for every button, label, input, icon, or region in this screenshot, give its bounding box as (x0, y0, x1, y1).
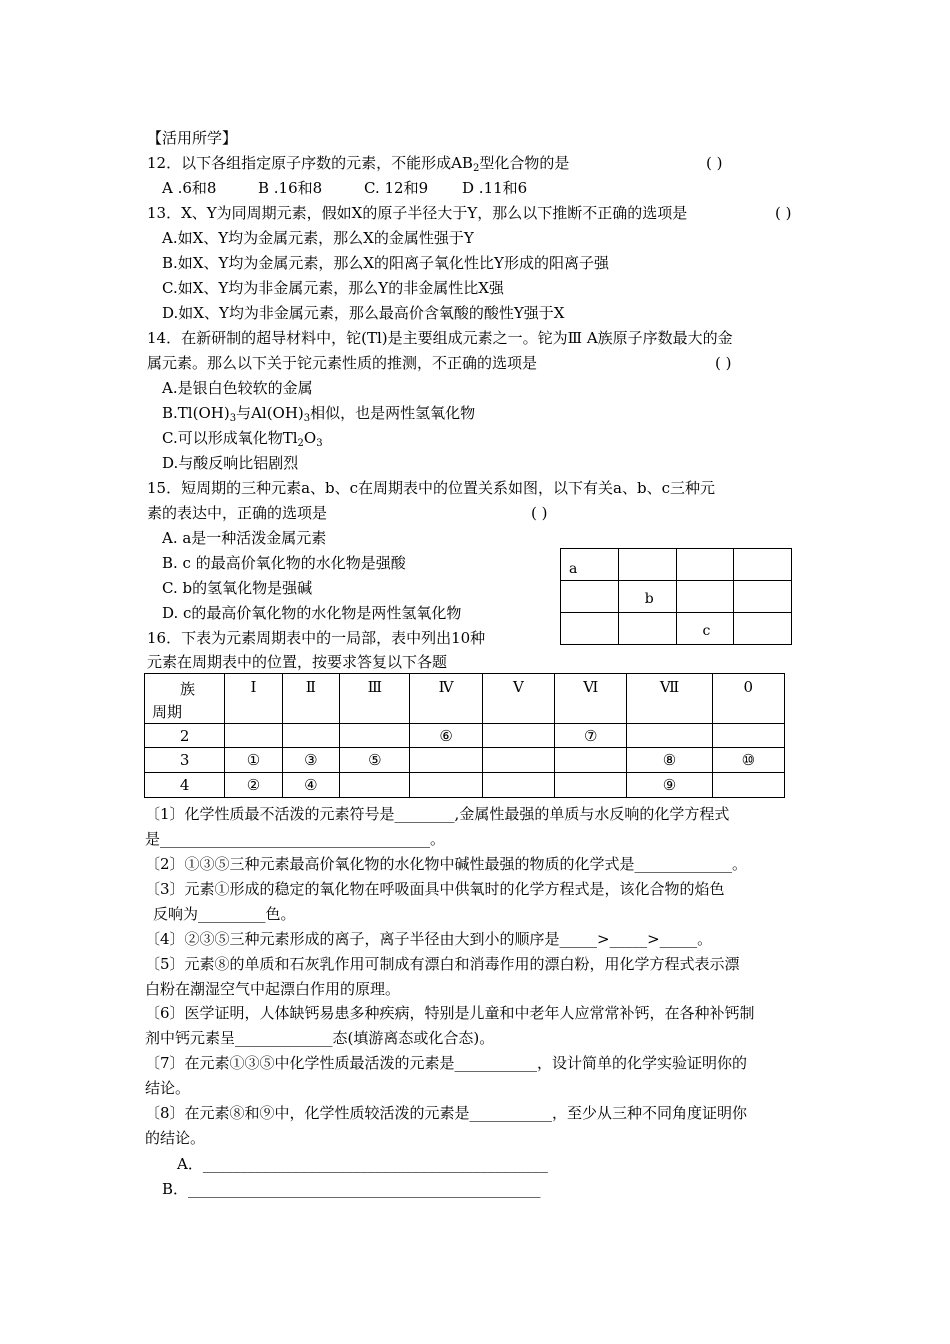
q15-option-a: A. a是一种活泼金属元素 (162, 529, 327, 547)
element-cell: ⑧ (627, 748, 712, 773)
q12-stem-sub: 2 (472, 163, 480, 174)
element-cell (410, 748, 482, 773)
group-header: 0 (712, 674, 784, 724)
element-cell (712, 724, 784, 748)
q13-option-a: A.如X、Y均为金属元素，那么X的金属性强于Y (162, 229, 474, 247)
table-corner-cell (145, 674, 225, 724)
group-header: Ⅵ (555, 674, 627, 724)
q14-option-b-part2: 与Al(OH) (236, 404, 304, 422)
q15-position-grid (560, 548, 792, 645)
q12-stem (147, 153, 569, 173)
grid-cell (734, 581, 792, 613)
element-cell: ⑩ (712, 748, 784, 773)
q16-answer-line-a: A．______________________________________________ (177, 1155, 548, 1173)
element-cell (482, 748, 554, 773)
q14-stem-line2: 属元素。那么以下关于铊元素性质的推测，不正确的选项是 (147, 354, 538, 372)
grid-cell (618, 581, 676, 613)
element-cell: ⑥ (410, 724, 482, 748)
q15-stem-line1: 15．短周期的三种元素a、b、c在周期表中的位置关系如图，以下有关a、b、c三种元 (147, 479, 715, 497)
group-header: Ⅰ (225, 674, 282, 724)
element-cell (410, 773, 482, 798)
group-header: Ⅴ (482, 674, 554, 724)
q13-answer-bracket: ( ) (775, 204, 792, 222)
element-cell (482, 773, 554, 798)
element-cell: ① (225, 748, 282, 773)
q12-option-c: C. 12和9 (364, 179, 429, 197)
group-header: Ⅲ (340, 674, 410, 724)
grid-label-c: c (702, 623, 711, 639)
q14-stem-line1: 14．在新研制的超导材料中，铊(Tl)是主要组成元素之一。铊为Ⅲ A族原子序数最大的金 (147, 329, 733, 347)
q16-sub3-line1: 〔3〕元素①形成的稳定的氧化物在呼吸面具中供氧时的化学方程式是，该化合物的焰色 (145, 880, 725, 898)
element-cell (225, 724, 282, 748)
q16-sub5-line1: 〔5〕元素⑧的单质和石灰乳作用可制成有漂白和消毒作用的漂白粉，用化学方程式表示漂 (145, 955, 740, 973)
q14-option-c-part1: C.可以形成氧化物Tl (162, 429, 298, 447)
q14-option-b-part3: 相似，也是两性氢氧化物 (310, 404, 476, 422)
q16-sub5-line2: 白粉在潮湿空气中起漂白作用的原理。 (145, 980, 401, 998)
q12-stem-tail: 型化合物的是 (479, 154, 570, 172)
element-cell (712, 773, 784, 798)
element-cell (555, 773, 627, 798)
grid-cell (676, 581, 734, 613)
table-row (145, 724, 785, 748)
grid-cell (618, 549, 676, 581)
period-label: 3 (145, 748, 225, 773)
element-cell: ⑦ (555, 724, 627, 748)
q16-sub2: 〔2〕①③⑤三种元素最高价氧化物的水化物中碱性最强的物质的化学式是_____________。 (145, 855, 748, 873)
q14-option-a: A.是银白色较软的金属 (162, 379, 313, 397)
element-cell (340, 724, 410, 748)
period-label: 4 (145, 773, 225, 798)
q12-stem-text: 12．以下各组指定原子序数的元素，不能形成AB (147, 154, 473, 172)
element-cell (555, 748, 627, 773)
q16-sub4: 〔4〕②③⑤三种元素形成的离子，离子半径由大到小的顺序是_____>_____>_____。 (145, 930, 713, 948)
element-cell: ② (225, 773, 282, 798)
grid-cell (734, 613, 792, 645)
q14-option-c-sub1: 2 (297, 438, 304, 449)
q12-answer-bracket: ( ) (706, 154, 723, 172)
corner-label-period: 周期 (152, 703, 183, 721)
q14-option-b-sub2: 3 (303, 413, 311, 424)
q16-sub8-line2: 的结论。 (145, 1129, 206, 1147)
q13-option-b: B.如X、Y均为金属元素，那么X的阳离子氧化性比Y形成的阳离子强 (162, 254, 609, 272)
q16-sub6-line1: 〔6〕医学证明，人体缺钙易患多种疾病，特别是儿童和中老年人应常常补钙，在各种补钙制 (145, 1004, 755, 1022)
table-row (145, 748, 785, 773)
q15-stem-line2: 素的表达中，正确的选项是 (147, 504, 328, 522)
group-header: Ⅳ (410, 674, 482, 724)
element-cell (340, 773, 410, 798)
group-header: Ⅱ (282, 674, 339, 724)
q16-sub7-line1: 〔7〕在元素①③⑤中化学性质最活泼的元素是___________，设计简单的化学实验证明你的 (145, 1054, 748, 1072)
q16-sub6-line2: 剂中钙元素呈_____________态(填游离态或化合态)。 (145, 1029, 495, 1047)
q16-sub8-line1: 〔8〕在元素⑧和⑨中，化学性质较活泼的元素是___________，至少从三种不同角度证明你 (145, 1104, 748, 1122)
q14-option-b-part1: B.Tl(OH) (162, 404, 230, 422)
q14-option-c-sub2: 3 (316, 438, 323, 449)
q12-option-a: A .6和8 (162, 179, 217, 197)
q16-sub1-line2: 是____________________________________。 (145, 830, 446, 848)
q14-option-c (162, 428, 323, 448)
q13-option-c: C.如X、Y均为非金属元素，那么Y的非金属性比X强 (162, 279, 504, 297)
q16-sub7-line2: 结论。 (145, 1079, 191, 1097)
q15-option-b: B. c 的最高价氧化物的水化物是强酸 (162, 554, 406, 572)
q13-option-d: D.如X、Y均为非金属元素，那么最高价含氧酸的酸性Y强于X (162, 304, 565, 322)
q16-stem-line2: 元素在周期表中的位置，按要求答复以下各题 (147, 653, 448, 671)
grid-cell (676, 613, 734, 645)
q14-option-b-sub1: 3 (229, 413, 237, 424)
grid-cell (561, 549, 619, 581)
q14-option-c-part2: O (303, 429, 317, 447)
grid-cell (561, 581, 619, 613)
q14-option-d: D.与酸反响比铝剧烈 (162, 454, 299, 472)
q15-option-c: C. b的氢氧化物是强碱 (162, 579, 313, 597)
q16-answer-line-b: B．_______________________________________________ (162, 1180, 541, 1198)
element-cell (482, 724, 554, 748)
periodic-table-excerpt (144, 673, 785, 798)
group-header: Ⅶ (627, 674, 712, 724)
q12-option-b: B .16和8 (258, 179, 323, 197)
q12-option-d: D .11和6 (462, 179, 528, 197)
element-cell: ⑨ (627, 773, 712, 798)
corner-label-group: 族 (180, 680, 196, 698)
q15-answer-bracket: ( ) (531, 504, 548, 522)
grid-cell (561, 613, 619, 645)
element-cell: ⑤ (340, 748, 410, 773)
table-row (145, 773, 785, 798)
q13-stem: 13．X、Y为同周期元素，假如X的原子半径大于Y，那么以下推断不正确的选项是 (147, 204, 688, 222)
grid-label-a: a (569, 561, 578, 577)
grid-label-b: b (644, 591, 654, 607)
section-title: 【活用所学】 (147, 129, 238, 147)
grid-cell (618, 613, 676, 645)
q16-stem-line1: 16．下表为元素周期表中的一局部，表中列出10种 (147, 629, 486, 647)
grid-cell (734, 549, 792, 581)
grid-cell (676, 549, 734, 581)
q14-option-b (162, 403, 475, 423)
element-cell (282, 724, 339, 748)
element-cell: ③ (282, 748, 339, 773)
element-cell (627, 724, 712, 748)
q14-answer-bracket: ( ) (715, 354, 732, 372)
period-label: 2 (145, 724, 225, 748)
q16-sub3-line2: 反响为_________色。 (153, 905, 296, 923)
element-cell: ④ (282, 773, 339, 798)
q15-option-d: D. c的最高价氧化物的水化物是两性氢氧化物 (162, 604, 462, 622)
q16-sub1-line1: 〔1〕化学性质最不活泼的元素符号是________,金属性最强的单质与水反响的化学方程式 (145, 805, 730, 823)
